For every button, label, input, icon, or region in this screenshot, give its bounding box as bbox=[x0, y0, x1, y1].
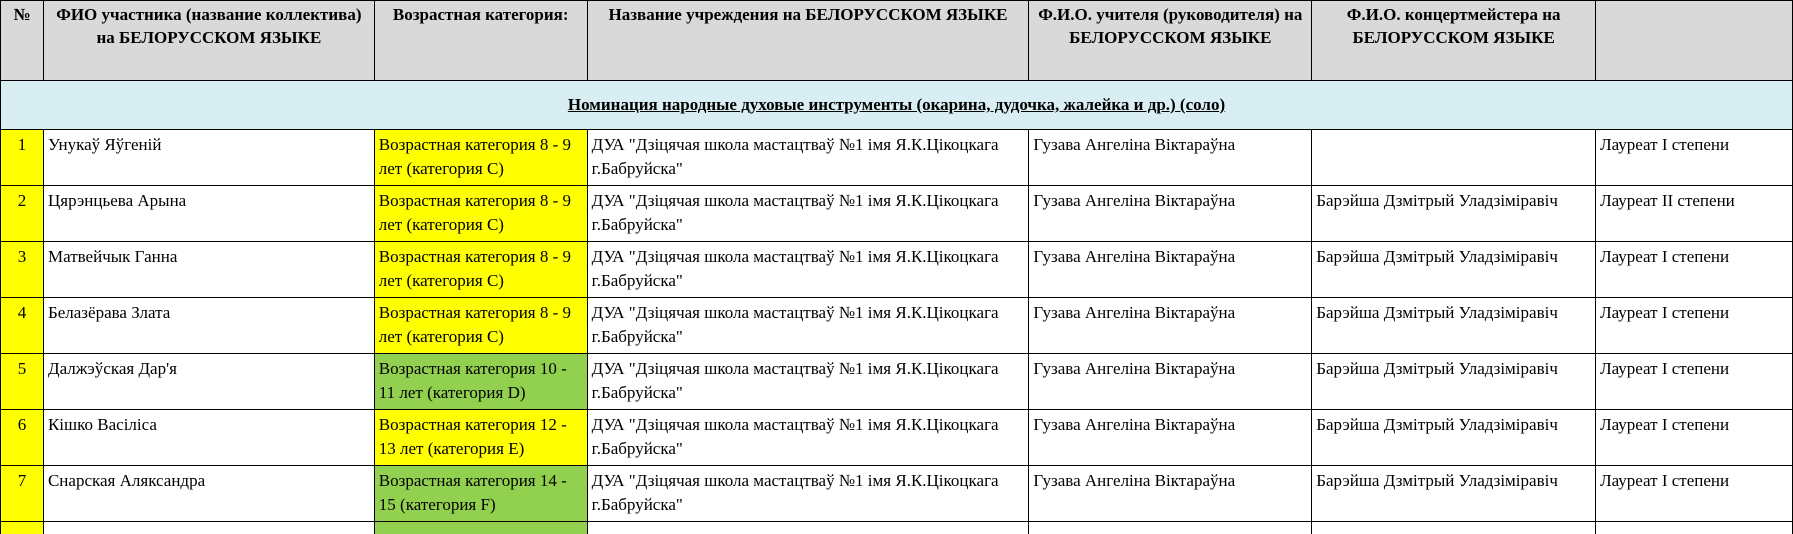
partial-cell[interactable] bbox=[374, 522, 587, 534]
accompanist-cell[interactable]: Барэйша Дзмітрый Уладзіміравіч bbox=[1312, 298, 1596, 354]
table-row bbox=[1, 298, 1793, 354]
result-cell[interactable]: Лауреат I степени bbox=[1596, 298, 1793, 354]
teacher-cell[interactable]: Гузава Ангеліна Віктараўна bbox=[1029, 130, 1312, 186]
result-cell[interactable]: Лауреат I степени bbox=[1596, 130, 1793, 186]
accompanist-cell[interactable]: Барэйша Дзмітрый Уладзіміравіч bbox=[1312, 186, 1596, 242]
result-cell[interactable]: Лауреат I степени bbox=[1596, 466, 1793, 522]
row-number[interactable]: 5 bbox=[1, 354, 44, 410]
row-number[interactable]: 6 bbox=[1, 410, 44, 466]
institution-cell[interactable]: ДУА "Дзіцячая школа мастацтваў №1 імя Я.К.Цікоцкага г.Бабруйска" bbox=[587, 298, 1029, 354]
header-participant[interactable]: ФИО участника (название коллектива) на БЕЛОРУССКОМ ЯЗЫКЕ bbox=[43, 1, 374, 81]
partial-cell[interactable] bbox=[1312, 522, 1596, 534]
teacher-cell[interactable]: Гузава Ангеліна Віктараўна bbox=[1029, 242, 1312, 298]
teacher-cell[interactable]: Гузава Ангеліна Віктараўна bbox=[1029, 298, 1312, 354]
teacher-cell[interactable]: Гузава Ангеліна Віктараўна bbox=[1029, 354, 1312, 410]
result-cell[interactable]: Лауреат I степени bbox=[1596, 354, 1793, 410]
row-number[interactable]: 1 bbox=[1, 130, 44, 186]
partial-cell[interactable] bbox=[43, 522, 374, 534]
teacher-cell[interactable]: Гузава Ангеліна Віктараўна bbox=[1029, 186, 1312, 242]
age-category-cell[interactable]: Возрастная категория 14 - 15 (категория F) bbox=[374, 466, 587, 522]
participant-cell[interactable]: Белазёрава Злата bbox=[43, 298, 374, 354]
row-number[interactable]: 7 bbox=[1, 466, 44, 522]
table-row bbox=[1, 410, 1793, 466]
header-institution[interactable]: Название учреждения на БЕЛОРУССКОМ ЯЗЫКЕ bbox=[587, 1, 1029, 81]
participant-cell[interactable]: Кішко Васіліса bbox=[43, 410, 374, 466]
age-category-cell[interactable]: Возрастная категория 8 - 9 лет (категория С) bbox=[374, 130, 587, 186]
accompanist-cell[interactable]: Барэйша Дзмітрый Уладзіміравіч bbox=[1312, 242, 1596, 298]
age-category-cell[interactable]: Возрастная категория 10 - 11 лет (категория D) bbox=[374, 354, 587, 410]
result-cell[interactable]: Лауреат I степени bbox=[1596, 410, 1793, 466]
table-row bbox=[1, 466, 1793, 522]
teacher-cell[interactable]: Гузава Ангеліна Віктараўна bbox=[1029, 410, 1312, 466]
institution-cell[interactable]: ДУА "Дзіцячая школа мастацтваў №1 імя Я.К.Цікоцкага г.Бабруйска" bbox=[587, 130, 1029, 186]
age-category-cell[interactable]: Возрастная категория 8 - 9 лет (категория С) bbox=[374, 186, 587, 242]
participant-cell[interactable]: Далжэўская Дар'я bbox=[43, 354, 374, 410]
table-row bbox=[1, 186, 1793, 242]
table-row bbox=[1, 130, 1793, 186]
nomination-title[interactable]: Номинация народные духовые инструменты (окарина, дудочка, жалейка и др.) (соло) bbox=[1, 81, 1793, 130]
partial-cell[interactable] bbox=[1029, 522, 1312, 534]
age-category-cell[interactable]: Возрастная категория 8 - 9 лет (категория С) bbox=[374, 242, 587, 298]
row-number[interactable]: 2 bbox=[1, 186, 44, 242]
header-result[interactable] bbox=[1596, 1, 1793, 81]
partial-cell[interactable] bbox=[1596, 522, 1793, 534]
participant-cell[interactable]: Матвейчык Ганна bbox=[43, 242, 374, 298]
table-row-partial bbox=[1, 522, 1793, 534]
header-accompanist[interactable]: Ф.И.О. концертмейстера на БЕЛОРУССКОМ ЯЗЫКЕ bbox=[1312, 1, 1596, 81]
participant-cell[interactable]: Унукаў Яўгеній bbox=[43, 130, 374, 186]
institution-cell[interactable]: ДУА "Дзіцячая школа мастацтваў №1 імя Я.К.Цікоцкага г.Бабруйска" bbox=[587, 466, 1029, 522]
participant-cell[interactable]: Цярэнцьева Арына bbox=[43, 186, 374, 242]
institution-cell[interactable]: ДУА "Дзіцячая школа мастацтваў №1 імя Я.К.Цікоцкага г.Бабруйска" bbox=[587, 186, 1029, 242]
age-category-cell[interactable]: Возрастная категория 8 - 9 лет (категория С) bbox=[374, 298, 587, 354]
partial-cell[interactable] bbox=[1, 522, 44, 534]
header-teacher[interactable]: Ф.И.О. учителя (руководителя) на БЕЛОРУССКОМ ЯЗЫКЕ bbox=[1029, 1, 1312, 81]
header-num[interactable]: № bbox=[1, 1, 44, 81]
accompanist-cell[interactable]: Барэйша Дзмітрый Уладзіміравіч bbox=[1312, 354, 1596, 410]
result-cell[interactable]: Лауреат I степени bbox=[1596, 242, 1793, 298]
accompanist-cell[interactable]: Барэйша Дзмітрый Уладзіміравіч bbox=[1312, 410, 1596, 466]
participant-cell[interactable]: Снарская Аляксандра bbox=[43, 466, 374, 522]
teacher-cell[interactable]: Гузава Ангеліна Віктараўна bbox=[1029, 466, 1312, 522]
partial-cell[interactable] bbox=[587, 522, 1029, 534]
table-row bbox=[1, 354, 1793, 410]
row-number[interactable]: 3 bbox=[1, 242, 44, 298]
nomination-row bbox=[1, 81, 1793, 130]
institution-cell[interactable]: ДУА "Дзіцячая школа мастацтваў №1 імя Я.К.Цікоцкага г.Бабруйска" bbox=[587, 354, 1029, 410]
row-number[interactable]: 4 bbox=[1, 298, 44, 354]
accompanist-cell[interactable] bbox=[1312, 130, 1596, 186]
result-cell[interactable]: Лауреат II степени bbox=[1596, 186, 1793, 242]
table-row bbox=[1, 242, 1793, 298]
institution-cell[interactable]: ДУА "Дзіцячая школа мастацтваў №1 імя Я.К.Цікоцкага г.Бабруйска" bbox=[587, 242, 1029, 298]
header-age[interactable]: Возрастная категория: bbox=[374, 1, 587, 81]
accompanist-cell[interactable]: Барэйша Дзмітрый Уладзіміравіч bbox=[1312, 466, 1596, 522]
header-row bbox=[1, 1, 1793, 81]
age-category-cell[interactable]: Возрастная категория 12 - 13 лет (категория E) bbox=[374, 410, 587, 466]
institution-cell[interactable]: ДУА "Дзіцячая школа мастацтваў №1 імя Я.К.Цікоцкага г.Бабруйска" bbox=[587, 410, 1029, 466]
